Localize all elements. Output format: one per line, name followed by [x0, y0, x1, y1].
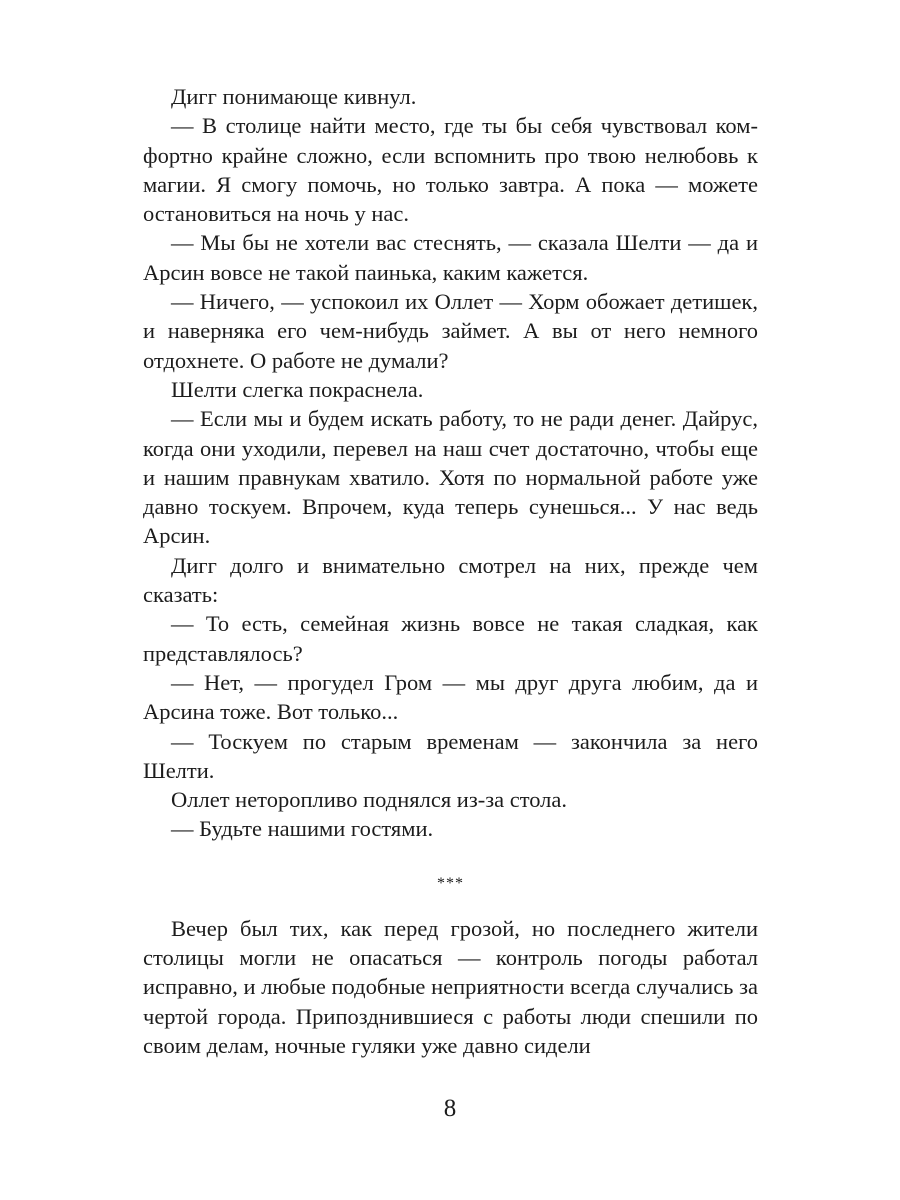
body-text — [143, 82, 758, 1060]
paragraph: Дигг долго и внимательно смотрел на них, прежде чем сказать: — [143, 552, 758, 608]
paragraph: — Ничего, — успокоил их Оллет — Хорм обожает детишек, и наверняка его чем-нибудь займет. А вы от него немного отдохнете. О работе не думали? — [143, 289, 758, 373]
paragraph: Вечер был тих, как перед грозой, но последнего жители столицы могли не опасаться — контроль погоды работал исправно, и любые подобные неприятности всегда случались за чертой города. Припозднившиеся с работы люди спешили по своим делам, ночные гуляки уже давно сидели — [143, 915, 758, 1058]
paragraph: Дигг понимающе кивнул. — [171, 84, 417, 109]
paragraph: — Тоскуем по старым временам — закончила за него Шелти. — [143, 728, 758, 783]
page-number: 8 — [443, 1095, 457, 1122]
paragraph: — Если мы и будем искать работу, то не ради денег. Дайрус, когда они уходили, перевел на наш счет достаточно, чтобы еще и нашим правнукам хватило. Хотя по нормальной работе уже давно тоскуем. Впрочем, куда теперь сунешься... У нас ведь Арсин. — [143, 406, 758, 549]
paragraph: Оллет неторопливо поднялся из-за стола. — [171, 787, 568, 813]
paragraph: — То есть, семейная жизнь вовсе не такая сладкая, как представлялось? — [143, 611, 758, 666]
paragraph: Шелти слегка покраснела. — [171, 376, 424, 402]
paragraph: — Будьте нашими гостями. — [171, 816, 434, 842]
paragraph: — Мы бы не хотели вас стеснять, — сказала Шелти — да и Арсин вовсе не такой паинька, каким кажется. — [143, 230, 758, 285]
section-break: *** — [437, 874, 464, 892]
paragraph: — В столице найти место, где ты бы себя чувствовал комфортно крайне сложно, если вспомнить про твою нелюбовь к магии. Я смогу помочь, но только завтра. А пока — можете остановиться на ночь у нас. — [143, 113, 758, 227]
paragraph: — Нет, — прогудел Гром — мы друг друга любим, да и Арсина тоже. Вот только... — [143, 669, 758, 725]
